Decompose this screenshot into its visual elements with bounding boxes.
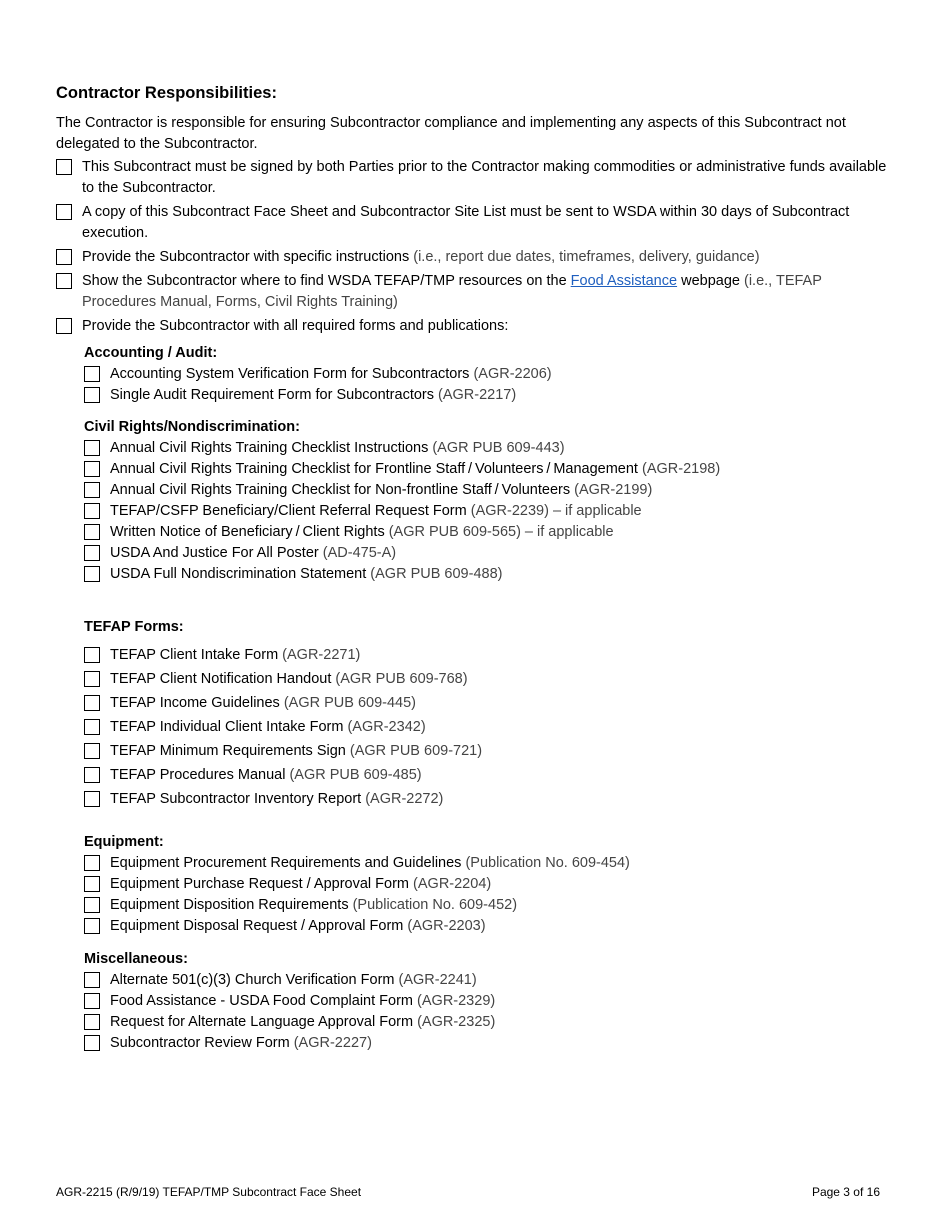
section-title: Accounting / Audit: — [84, 345, 218, 361]
item-text: webpage — [677, 273, 740, 289]
form-name: Subcontractor Review Form — [110, 1035, 290, 1051]
form-name: TEFAP Income Guidelines — [110, 695, 280, 711]
food-assistance-link[interactable]: Food Assistance — [570, 273, 678, 289]
checkbox[interactable] — [84, 918, 100, 934]
checkbox[interactable] — [56, 159, 72, 175]
form-name: TEFAP Client Notification Handout — [110, 671, 332, 687]
form-item — [84, 1033, 896, 1054]
item-note: (i.e., report due dates, timeframes, delivery, guidance) — [409, 249, 760, 265]
form-code: (AGR PUB 609-565) – if applicable — [384, 524, 614, 540]
checkbox[interactable] — [84, 876, 100, 892]
form-name: Request for Alternate Language Approval Form — [110, 1014, 414, 1030]
form-code: (AGR-2217) — [433, 387, 517, 403]
checkbox[interactable] — [84, 767, 100, 783]
form-code: (AGR-2199) — [570, 482, 653, 498]
checkbox[interactable] — [84, 972, 100, 988]
checkbox[interactable] — [84, 743, 100, 759]
page-title: Contractor Responsibilities: — [56, 84, 277, 102]
form-item — [84, 438, 896, 459]
form-name: Annual Civil Rights Training Checklist for Frontline Staff / Volunteers / Management — [110, 461, 638, 477]
form-code: (AGR-2241) — [394, 972, 477, 988]
form-item — [84, 645, 896, 666]
item-text: A copy of this Subcontract Face Sheet and Subcontractor Site List must be sent to WSDA within 30 days of Subcontract execution. — [82, 204, 850, 241]
checkbox[interactable] — [84, 566, 100, 582]
checkbox[interactable] — [84, 791, 100, 807]
form-name: Annual Civil Rights Training Checklist Instructions — [110, 440, 429, 456]
form-item — [84, 480, 896, 501]
section-title: Civil Rights/Nondiscrimination: — [84, 419, 300, 435]
item-text: Show the Subcontractor where to find WSDA TEFAP/TMP resources on the — [82, 273, 571, 289]
checkbox[interactable] — [84, 897, 100, 913]
form-item — [84, 717, 896, 738]
form-item — [84, 895, 896, 916]
checkbox[interactable] — [84, 695, 100, 711]
form-item — [84, 522, 896, 543]
form-item — [84, 543, 896, 564]
form-name: TEFAP/CSFP Beneficiary/Client Referral Request Form — [110, 503, 467, 519]
item-text: This Subcontract must be signed by both Parties prior to the Contractor making commodities or administrative funds available to the Subcontractor. — [82, 159, 887, 196]
section-title: TEFAP Forms: — [84, 619, 184, 635]
form-item — [84, 564, 896, 585]
checkbox[interactable] — [84, 671, 100, 687]
form-item — [84, 459, 896, 480]
form-name: TEFAP Subcontractor Inventory Report — [110, 791, 362, 807]
form-code: (AGR-2325) — [413, 1014, 496, 1030]
section-miscellaneous — [84, 949, 896, 1054]
form-name: Equipment Procurement Requirements and Guidelines — [110, 855, 462, 871]
form-code: (AGR-2271) — [278, 647, 361, 663]
checklist-item-copy-to-wsda — [56, 202, 896, 244]
form-name: TEFAP Procedures Manual — [110, 767, 286, 783]
form-name: USDA Full Nondiscrimination Statement — [110, 566, 367, 582]
checkbox[interactable] — [84, 993, 100, 1009]
form-item — [84, 385, 896, 406]
form-code: (AD-475-A) — [318, 545, 397, 561]
form-item — [84, 991, 896, 1012]
form-code: (AGR-2206) — [469, 366, 552, 382]
form-item — [84, 364, 896, 385]
form-code: (AGR-2329) — [413, 993, 496, 1009]
form-code: (AGR-2198) — [637, 461, 721, 477]
form-item — [84, 693, 896, 714]
document-page — [56, 82, 896, 1054]
form-name: Equipment Purchase Request / Approval Form — [110, 876, 410, 892]
form-name: TEFAP Minimum Requirements Sign — [110, 743, 346, 759]
footer-form-id: AGR-2215 (R/9/19) TEFAP/TMP Subcontract Face Sheet — [56, 1185, 362, 1199]
form-item — [84, 669, 896, 690]
form-item — [84, 874, 896, 895]
form-item — [84, 501, 896, 522]
checkbox[interactable] — [84, 647, 100, 663]
form-name: Food Assistance - USDA Food Complaint Form — [110, 993, 414, 1009]
form-name: Equipment Disposition Requirements — [110, 897, 349, 913]
form-item — [84, 853, 896, 874]
form-code: (AGR-2203) — [403, 918, 486, 934]
form-name: Written Notice of Beneficiary / Client Rights — [110, 524, 385, 540]
form-item — [84, 970, 896, 991]
checkbox[interactable] — [84, 719, 100, 735]
checkbox[interactable] — [84, 1014, 100, 1030]
checkbox[interactable] — [84, 461, 100, 477]
checkbox[interactable] — [84, 524, 100, 540]
checklist-item-instructions — [56, 247, 896, 268]
form-name: TEFAP Client Intake Form — [110, 647, 279, 663]
form-code: (AGR PUB 609-768) — [331, 671, 468, 687]
checklist-item-resources — [56, 271, 896, 313]
checkbox[interactable] — [56, 204, 72, 220]
item-text: Provide the Subcontractor with all required forms and publications: — [82, 318, 509, 334]
footer-page-number: Page 3 of 16 — [811, 1185, 880, 1199]
form-code: (AGR-2272) — [361, 791, 444, 807]
form-code: (AGR PUB 609-488) — [366, 566, 503, 582]
form-name: Alternate 501(c)(3) Church Verification Form — [110, 972, 395, 988]
form-name: Annual Civil Rights Training Checklist for Non-frontline Staff / Volunteers — [110, 482, 571, 498]
form-code: (AGR-2239) – if applicable — [466, 503, 642, 519]
checkbox[interactable] — [84, 387, 100, 403]
checkbox[interactable] — [56, 249, 72, 265]
checkbox[interactable] — [56, 273, 72, 289]
form-code: (AGR-2227) — [289, 1035, 372, 1051]
checkbox[interactable] — [56, 318, 72, 334]
checkbox[interactable] — [84, 545, 100, 561]
item-text: Provide the Subcontractor with specific instructions — [82, 249, 410, 265]
form-item — [84, 765, 896, 786]
section-equipment — [84, 832, 896, 937]
form-name: Equipment Disposal Request / Approval Form — [110, 918, 404, 934]
checklist-item-signing — [56, 157, 896, 199]
form-code: (Publication No. 609-454) — [461, 855, 630, 871]
intro-paragraph: The Contractor is responsible for ensuring Subcontractor compliance and implementing any aspects of this Subcontract not delegated to the Subcontractor. — [56, 115, 846, 152]
checkbox[interactable] — [84, 855, 100, 871]
checkbox[interactable] — [84, 482, 100, 498]
form-name: TEFAP Individual Client Intake Form — [110, 719, 344, 735]
checklist-item-forms — [56, 316, 896, 337]
form-item — [84, 741, 896, 762]
form-name: USDA And Justice For All Poster — [110, 545, 319, 561]
page-footer — [56, 1184, 880, 1200]
section-tefap-forms — [84, 617, 896, 810]
checkbox[interactable] — [84, 503, 100, 519]
checkbox[interactable] — [84, 440, 100, 456]
section-accounting-audit — [84, 343, 896, 406]
form-item — [84, 789, 896, 810]
form-code: (AGR PUB 609-445) — [279, 695, 416, 711]
section-civil-rights — [84, 417, 896, 585]
form-item — [84, 916, 896, 937]
checkbox[interactable] — [84, 366, 100, 382]
form-code: (AGR-2342) — [343, 719, 426, 735]
section-title: Equipment: — [84, 834, 164, 850]
form-code: (AGR PUB 609-485) — [285, 767, 422, 783]
form-code: (Publication No. 609-452) — [348, 897, 518, 913]
form-code: (AGR PUB 609-443) — [428, 440, 565, 456]
checkbox[interactable] — [84, 1035, 100, 1051]
form-name: Single Audit Requirement Form for Subcontractors — [110, 387, 434, 403]
item-note: (i.e., TEFAP Procedures Manual, Forms, Civil Rights Training) — [82, 273, 822, 310]
form-name: Accounting System Verification Form for Subcontractors — [110, 366, 470, 382]
form-item — [84, 1012, 896, 1033]
form-code: (AGR-2204) — [409, 876, 492, 892]
form-code: (AGR PUB 609-721) — [345, 743, 483, 759]
section-title: Miscellaneous: — [84, 951, 188, 967]
